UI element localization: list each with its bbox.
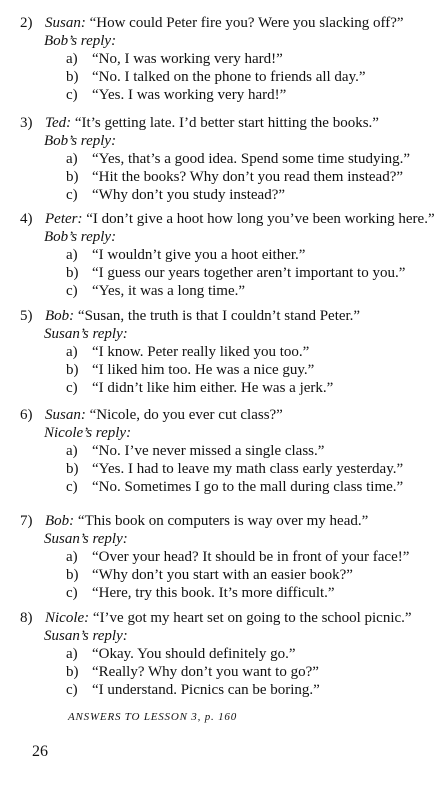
question-line	[20, 512, 440, 530]
option-label: c)	[66, 380, 78, 396]
option-a	[20, 246, 440, 264]
option-label: a)	[66, 247, 78, 263]
option-a	[20, 343, 440, 361]
question-line	[20, 114, 440, 132]
page-number: 26	[32, 743, 48, 760]
option-c	[20, 584, 440, 602]
reply-label: Susan’s reply:	[44, 628, 128, 644]
option-label: c)	[66, 187, 78, 203]
option-text: “Okay. You should definitely go.”	[92, 646, 296, 662]
option-a	[20, 548, 440, 566]
speaker-name: Peter:	[45, 211, 83, 227]
option-label: c)	[66, 682, 78, 698]
reply-label: Bob’s reply:	[44, 229, 117, 245]
option-a	[20, 645, 440, 663]
option-label: c)	[66, 479, 78, 495]
option-text: “I understand. Picnics can be boring.”	[92, 682, 320, 698]
question-8	[20, 609, 440, 699]
option-b	[20, 460, 440, 478]
speaker-name: Bob:	[45, 513, 75, 529]
option-c	[20, 379, 440, 397]
answers-reference: ANSWERS TO LESSON 3, p. 160	[68, 711, 237, 723]
option-b	[20, 264, 440, 282]
option-label: a)	[66, 443, 78, 459]
question-3	[20, 114, 440, 204]
question-number: 8)	[20, 610, 33, 626]
question-7	[20, 512, 440, 602]
speaker-prompt: “I don’t give a hoot how long you’ve been working here.”	[86, 211, 435, 227]
speaker-prompt: “Susan, the truth is that I couldn’t stand Peter.”	[77, 308, 361, 324]
question-number: 6)	[20, 407, 33, 423]
option-text: “Here, try this book. It’s more difficult.”	[92, 585, 335, 601]
question-number: 4)	[20, 211, 33, 227]
question-line	[20, 210, 440, 228]
reply-label: Susan’s reply:	[44, 326, 128, 342]
speaker-name: Nicole:	[45, 610, 90, 626]
option-label: a)	[66, 51, 78, 67]
question-number: 2)	[20, 15, 33, 31]
option-text: “I wouldn’t give you a hoot either.”	[92, 247, 306, 263]
option-text: “Hit the books? Why don’t you read them instead?”	[92, 169, 404, 185]
option-text: “Yes, that’s a good idea. Spend some time studying.”	[92, 151, 411, 167]
option-b	[20, 663, 440, 681]
reply-label: Susan’s reply:	[44, 531, 128, 547]
option-c	[20, 681, 440, 699]
option-text: “No, I was working very hard!”	[92, 51, 283, 67]
question-number: 3)	[20, 115, 33, 131]
option-label: c)	[66, 283, 78, 299]
question-number: 5)	[20, 308, 33, 324]
option-a	[20, 50, 440, 68]
option-text: “Really? Why don’t you want to go?”	[92, 664, 319, 680]
option-text: “Why don’t you study instead?”	[92, 187, 286, 203]
option-text: “Over your head? It should be in front of your face!”	[92, 549, 410, 565]
reply-label: Nicole’s reply:	[44, 425, 132, 441]
option-b	[20, 68, 440, 86]
option-label: b)	[66, 664, 79, 680]
question-line	[20, 14, 440, 32]
question-line	[20, 406, 440, 424]
question-4	[20, 210, 440, 300]
reply-label: Bob’s reply:	[44, 33, 117, 49]
speaker-name: Bob:	[45, 308, 75, 324]
option-text: “No. Sometimes I go to the mall during class time.”	[92, 479, 404, 495]
option-label: b)	[66, 461, 79, 477]
option-text: “No. I’ve never missed a single class.”	[92, 443, 325, 459]
speaker-prompt: “Nicole, do you ever cut class?”	[89, 407, 283, 423]
question-line	[20, 609, 440, 627]
reply-label: Bob’s reply:	[44, 133, 117, 149]
option-b	[20, 361, 440, 379]
question-2	[20, 14, 440, 104]
question-number: 7)	[20, 513, 33, 529]
option-label: a)	[66, 549, 78, 565]
option-text: “Yes, it was a long time.”	[92, 283, 246, 299]
option-text: “Yes. I was working very hard!”	[92, 87, 287, 103]
option-label: a)	[66, 344, 78, 360]
speaker-name: Ted:	[45, 115, 72, 131]
option-label: b)	[66, 362, 79, 378]
option-c	[20, 86, 440, 104]
option-label: c)	[66, 87, 78, 103]
option-label: c)	[66, 585, 78, 601]
option-label: a)	[66, 646, 78, 662]
question-6	[20, 406, 440, 496]
option-label: b)	[66, 69, 79, 85]
option-text: “Why don’t you start with an easier book?”	[92, 567, 353, 583]
option-label: b)	[66, 567, 79, 583]
question-line	[20, 307, 440, 325]
option-label: b)	[66, 265, 79, 281]
speaker-name: Susan:	[45, 407, 86, 423]
speaker-prompt: “This book on computers is way over my head.”	[77, 513, 369, 529]
option-a	[20, 150, 440, 168]
option-b	[20, 566, 440, 584]
speaker-prompt: “I’ve got my heart set on going to the school picnic.”	[92, 610, 412, 626]
option-c	[20, 282, 440, 300]
option-text: “I didn’t like him either. He was a jerk.”	[92, 380, 334, 396]
option-text: “I guess our years together aren’t important to you.”	[92, 265, 406, 281]
option-b	[20, 168, 440, 186]
option-a	[20, 442, 440, 460]
option-c	[20, 186, 440, 204]
option-text: “No. I talked on the phone to friends all day.”	[92, 69, 366, 85]
option-text: “Yes. I had to leave my math class early yesterday.”	[92, 461, 404, 477]
option-label: b)	[66, 169, 79, 185]
speaker-name: Susan:	[45, 15, 86, 31]
question-5	[20, 307, 440, 397]
option-text: “I liked him too. He was a nice guy.”	[92, 362, 315, 378]
speaker-prompt: “It’s getting late. I’d better start hitting the books.”	[74, 115, 379, 131]
option-c	[20, 478, 440, 496]
option-label: a)	[66, 151, 78, 167]
speaker-prompt: “How could Peter fire you? Were you slacking off?”	[89, 15, 404, 31]
option-text: “I know. Peter really liked you too.”	[92, 344, 310, 360]
